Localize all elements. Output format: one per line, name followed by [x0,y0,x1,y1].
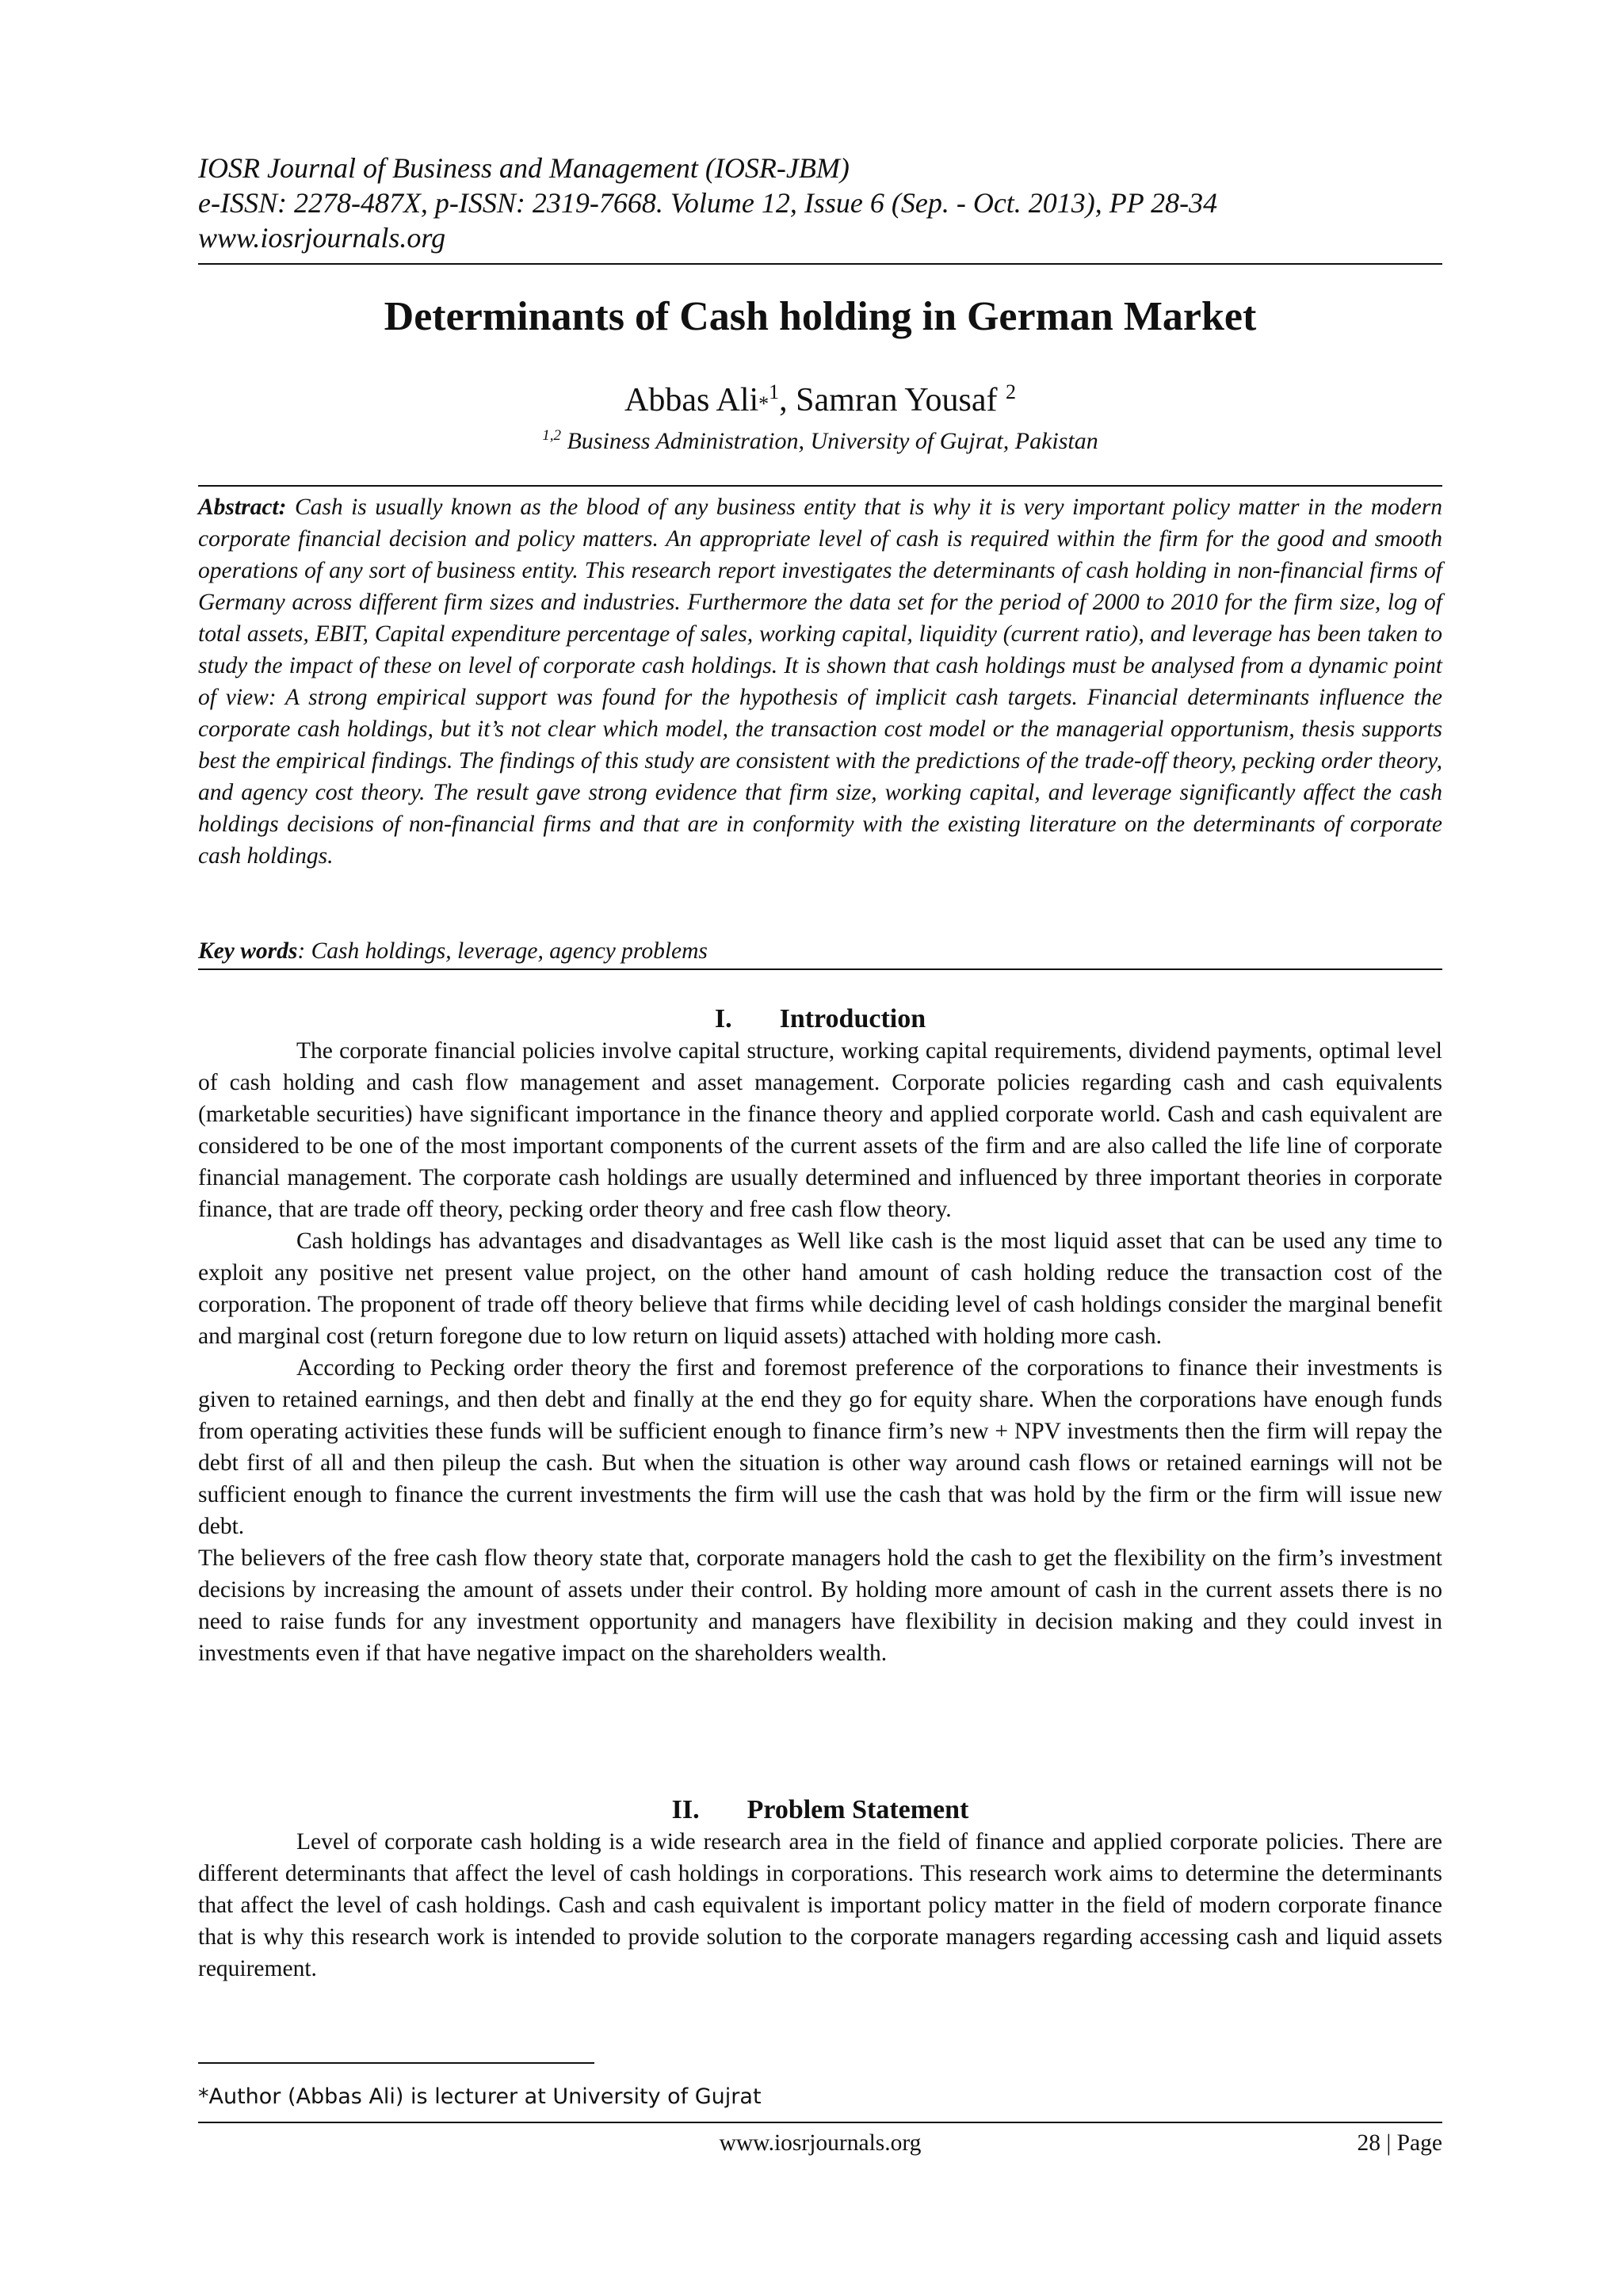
author-footnote: *Author (Abbas Ali) is lecturer at University of Gujrat [198,2084,762,2109]
author-affiliation-mark: 2 [1006,380,1016,403]
author-name: Abbas Ali [624,382,759,418]
corresponding-mark: * [758,392,769,415]
journal-header [198,151,1442,255]
affiliation-text: Business Administration, University of Gujrat, Pakistan [567,428,1098,454]
footer-rule [198,2122,1442,2123]
issn-line: e-ISSN: 2278-487X, p-ISSN: 2319-7668. Volume 12, Issue 6 (Sep. - Oct. 2013), PP 28-34 [198,187,1218,219]
section-body-problem-statement [198,1826,1442,1985]
keywords-text: : Cash holdings, leverage, agency problems [297,938,708,964]
abstract-label: Abstract: [198,495,287,520]
abstract-bottom-rule [198,968,1442,970]
paragraph: Level of corporate cash holding is a wide research area in the field of finance and applied corporate policies. There are different determinants that affect the level of cash holdings in corporations. This research work aims to determine the determinants that affect the level of cash holdings. Cash and cash equivalent is important policy matter in the field of modern corporate finance that is why this research work is intended to provide solution to the corporate managers regarding accessing cash and liquid assets requirement. [198,1829,1442,1981]
author-affiliation-mark: 1 [769,380,780,403]
abstract [198,491,1442,872]
journal-website: www.iosrjournals.org [198,222,446,254]
affiliation-mark: 1,2 [542,427,561,444]
header-rule [198,263,1442,265]
author-name: Samran Yousaf [796,382,998,418]
section-heading-problem-statement [198,1793,1442,1828]
author-separator: , [779,382,796,418]
paragraph: According to Pecking order theory the first and foremost preference of the corporations to finance their investments is given to retained earnings, and then debt and finally at the end they go for equity share. When the corporations have enough funds from operating activities these funds will be sufficient enough to finance firm’s new + NPV investments then the firm will repay the debt first of all and then pileup the cash. But when the situation is other way around cash flows or retained earnings will not be sufficient enough to finance the current investments the firm will use the cash that was hold by the firm or the firm will issue new debt. [198,1355,1442,1539]
section-title: Introduction [779,1004,926,1033]
section-body-introduction [198,1035,1442,1669]
page-number: 28 | Page [1357,2130,1442,2156]
section-number: II. [671,1795,700,1824]
paragraph: The believers of the free cash flow theory state that, corporate managers hold the cash to get the flexibility on the firm’s investment decisions by increasing the amount of assets under their control. By holding more amount of cash in the current assets there is no need to raise funds for any investment opportunity and managers have flexibility in decision making and they could invest in investments even if that have negative impact on the shareholders wealth. [198,1545,1442,1666]
paper-title: Determinants of Cash holding in German Market [384,294,1257,339]
section-heading-introduction [198,1002,1442,1037]
affiliation [198,420,1442,457]
section-number: I. [714,1004,732,1033]
abstract-text: Cash is usually known as the blood of any business entity that is why it is very important policy matter in the modern corporate financial decision and policy matters. An appropriate level of cash is required within the firm for the good and smooth operations of any sort of business entity. This research report investigates the determinants of cash holding in non-financial firms of Germany across different firm sizes and industries. Furthermore the data set for the period of 2000 to 2010 for the firm size, log of total assets, EBIT, Capital expenditure percentage of sales, working capital, liquidity (current ratio), and leverage has been taken to study the impact of these on level of corporate cash holdings. It is shown that cash holdings must be analysed from a dynamic point of view: A strong empirical support was found for the hypothesis of implicit cash targets. Financial determinants influence the corporate cash holdings, but it’s not clear which model, the transaction cost model or the managerial opportunism, thesis supports best the empirical findings. The findings of this study are consistent with the predictions of the trade-off theory, pecking order theory, and agency cost theory. The result gave strong evidence that firm size, working capital, and leverage significantly affect the cash holdings decisions of non-financial firms and that are in conformity with the existing literature on the determinants of corporate cash holdings. [198,495,1442,869]
author-list [198,372,1442,424]
journal-name: IOSR Journal of Business and Management (IOSR-JBM) [198,152,850,184]
paragraph: Cash holdings has advantages and disadvantages as Well like cash is the most liquid asset that can be used any time to exploit any positive net present value project, on the other hand amount of cash holding reduce the transaction cost of the corporation. The proponent of trade off theory believe that firms while deciding level of cash holdings consider the marginal benefit and marginal cost (return foregone due to low return on liquid assets) attached with holding more cash. [198,1228,1442,1349]
paragraph: The corporate financial policies involve capital structure, working capital requirements, dividend payments, optimal level of cash holding and cash flow management and asset management. Corporate policies regarding cash and cash equivalents (marketable securities) have significant importance in the finance theory and applied corporate world. Cash and cash equivalent are considered to be one of the most important components of the current assets of the firm and are also called the life line of corporate financial management. The corporate cash holdings are usually determined and influenced by three important theories in corporate finance, that are trade off theory, pecking order theory and free cash flow theory. [198,1038,1442,1222]
footer-website: www.iosrjournals.org [719,2130,922,2156]
abstract-top-rule [198,485,1442,487]
section-title: Problem Statement [747,1795,969,1824]
keywords-label: Key words [198,938,298,964]
keywords [198,935,1442,967]
footnote-rule [198,2062,594,2064]
